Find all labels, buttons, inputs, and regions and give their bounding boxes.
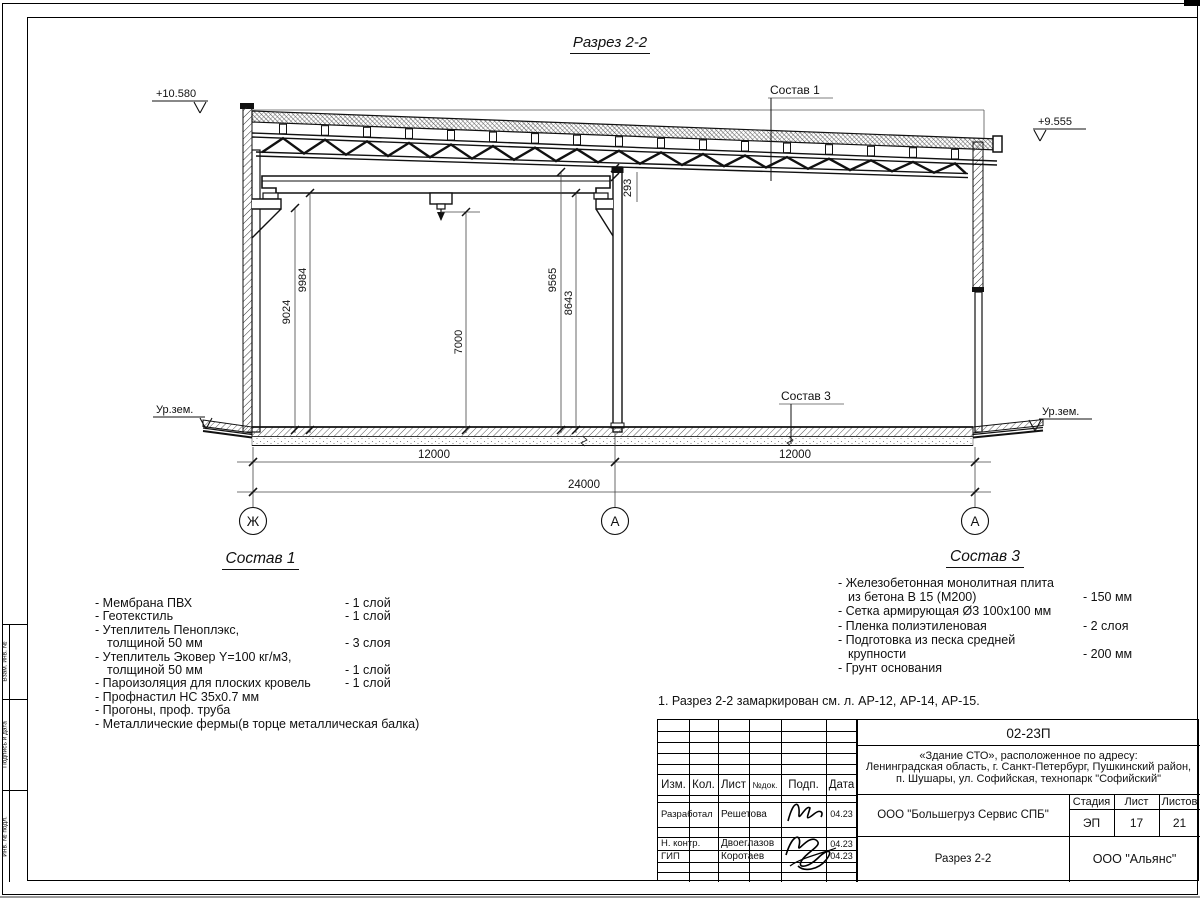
title-block [657,719,1199,881]
svg-text:Состав 3: Состав 3 [781,389,831,403]
stage-value: ЭП [1082,815,1101,830]
ground-level-right [1029,406,1092,431]
list-item: - Подготовка из песка средней [838,632,1016,647]
col-podp: Подп. [788,779,819,791]
list-item: - Пароизоляция для плоских кровель - 1 слой [95,676,391,691]
row-date-gip: 04.23 [830,851,853,861]
stage-label: Стадия [1072,795,1111,808]
beam-bearing-left [263,193,278,199]
dim-8643: 8643 [563,290,575,316]
row-name-gip: Коротаев [721,850,765,862]
list-item: из бетона В 15 (М200) - 150 мм [848,590,1133,605]
org-name: ООО "Альянс" [1092,852,1177,866]
frame-label-inv: Инв. № подл. [1,816,9,857]
col-data: Дата [828,779,855,791]
col-kol: Кол. [692,779,715,791]
row-date-ncontrol: 04.23 [830,838,853,849]
frame-strip-line [2,699,27,700]
dim-9024: 9024 [281,299,293,325]
dim-total: 24000 [568,479,600,491]
drawing-note: 1. Разрез 2-2 замаркирован см. л. АР-12, АР-14, АР-15. [658,694,980,708]
address-line3: п. Шушары, ул. Софийская, технопарк "Софийский" [895,773,1161,785]
svg-text:+9.555: +9.555 [1038,116,1072,128]
list-item: - Железобетонная монолитная плита [838,576,1054,590]
list-item: - Утеплитель Эковер Y=100 кг/м3, [95,649,292,664]
sostav1-heading: Состав 1 [198,550,323,570]
right-column [975,292,982,432]
dim-9984: 9984 [297,267,309,293]
list-item: - Геотекстиль - 1 слой [95,609,391,624]
list-item: - Пленка полиэтиленовая - 2 слоя [838,618,1129,633]
list-item: - Грунт основания [838,661,943,676]
list-item: - Профнастил НС 35х0.7 мм [95,689,260,704]
list-item: толщиной 50 мм - 1 слой [107,663,391,678]
doc-number: 02-23П [1006,725,1051,741]
axis-zh: Ж [246,514,260,529]
apron-right [973,420,1043,438]
roof-edge-cap [993,136,1002,152]
sostav3-list [838,576,1200,675]
dim-7000: 7000 [453,329,465,355]
svg-text:Ур.зем.: Ур.зем. [1042,406,1080,418]
sostav1-list [95,597,455,731]
col-ndok: №док. [752,780,778,790]
row-role-ncontrol: Н. контр. [661,838,701,849]
sheet-value: 17 [1129,815,1144,830]
bottom-dim-ticks [249,458,979,496]
beam-bearing-right [594,193,608,199]
address-line1: «Здание СТО», расположенное по адресу: [919,750,1138,761]
floor-slab [252,427,973,446]
bracket-right [596,199,613,236]
elevation-right [1033,116,1086,141]
dim-293: 293 [622,178,634,198]
list-item: - Сетка армирующая Ø3 100х100 мм [838,604,1052,619]
sostav3-heading: Состав 3 [925,548,1045,568]
svg-text:+10.580: +10.580 [156,88,197,100]
left-wall [243,107,252,432]
drawing-name: Разрез 2-2 [934,853,992,865]
section-title: Разрез 2-2 [552,34,668,54]
hoist-hook [430,193,452,221]
svg-text:Состав 1: Состав 1 [770,83,820,97]
sheet-label: Лист [1124,795,1149,808]
row-name-ncontrol: Двоеглазов [721,838,775,849]
elevation-left [152,88,208,113]
row-role-developer: Разработал [661,809,713,820]
dim-bay2: 12000 [779,449,811,461]
axis-a1: А [610,514,620,529]
right-wall-joint [972,287,984,292]
sheets-value: 21 [1172,815,1187,830]
company-name: ООО "Большегруз Сервис СПБ" [877,809,1049,821]
row-date-developer: 04.23 [830,809,853,819]
list-item: - Прогоны, проф. труба [95,703,231,718]
list-item: - Металлические фермы(в торце металлическая балка) [95,716,420,731]
col-izm: Изм. [661,779,686,791]
frame-strip-line [2,790,27,791]
frame-label-podpis: Подпись и дата [1,721,9,768]
svg-text:Ур.зем.: Ур.зем. [156,404,194,416]
sheets-label: Листов [1161,795,1198,808]
list-item: - Утеплитель Пеноплэкс, [95,622,240,637]
axis-a2: А [970,514,980,529]
screen-bottom-edge [0,896,1200,898]
list-item: крупности - 200 мм [848,647,1133,662]
col-list: Лист [721,779,746,791]
row-role-gip: ГИП [661,850,680,862]
list-item: толщиной 50 мм - 3 слоя [107,636,391,651]
dim-9565: 9565 [547,267,559,293]
list-item: - Мембрана ПВХ - 1 слой [95,596,391,610]
dim-bay1: 12000 [418,449,450,461]
address-line2: Ленинградская область, г. Санкт-Петербург, Пушкинский район, [865,761,1192,773]
middle-column [613,167,622,432]
frame-label-vzam: Взам. инв. № [1,641,9,682]
crane-beam [262,176,610,193]
row-name-developer: Решетова [721,809,767,820]
left-column [252,150,260,432]
